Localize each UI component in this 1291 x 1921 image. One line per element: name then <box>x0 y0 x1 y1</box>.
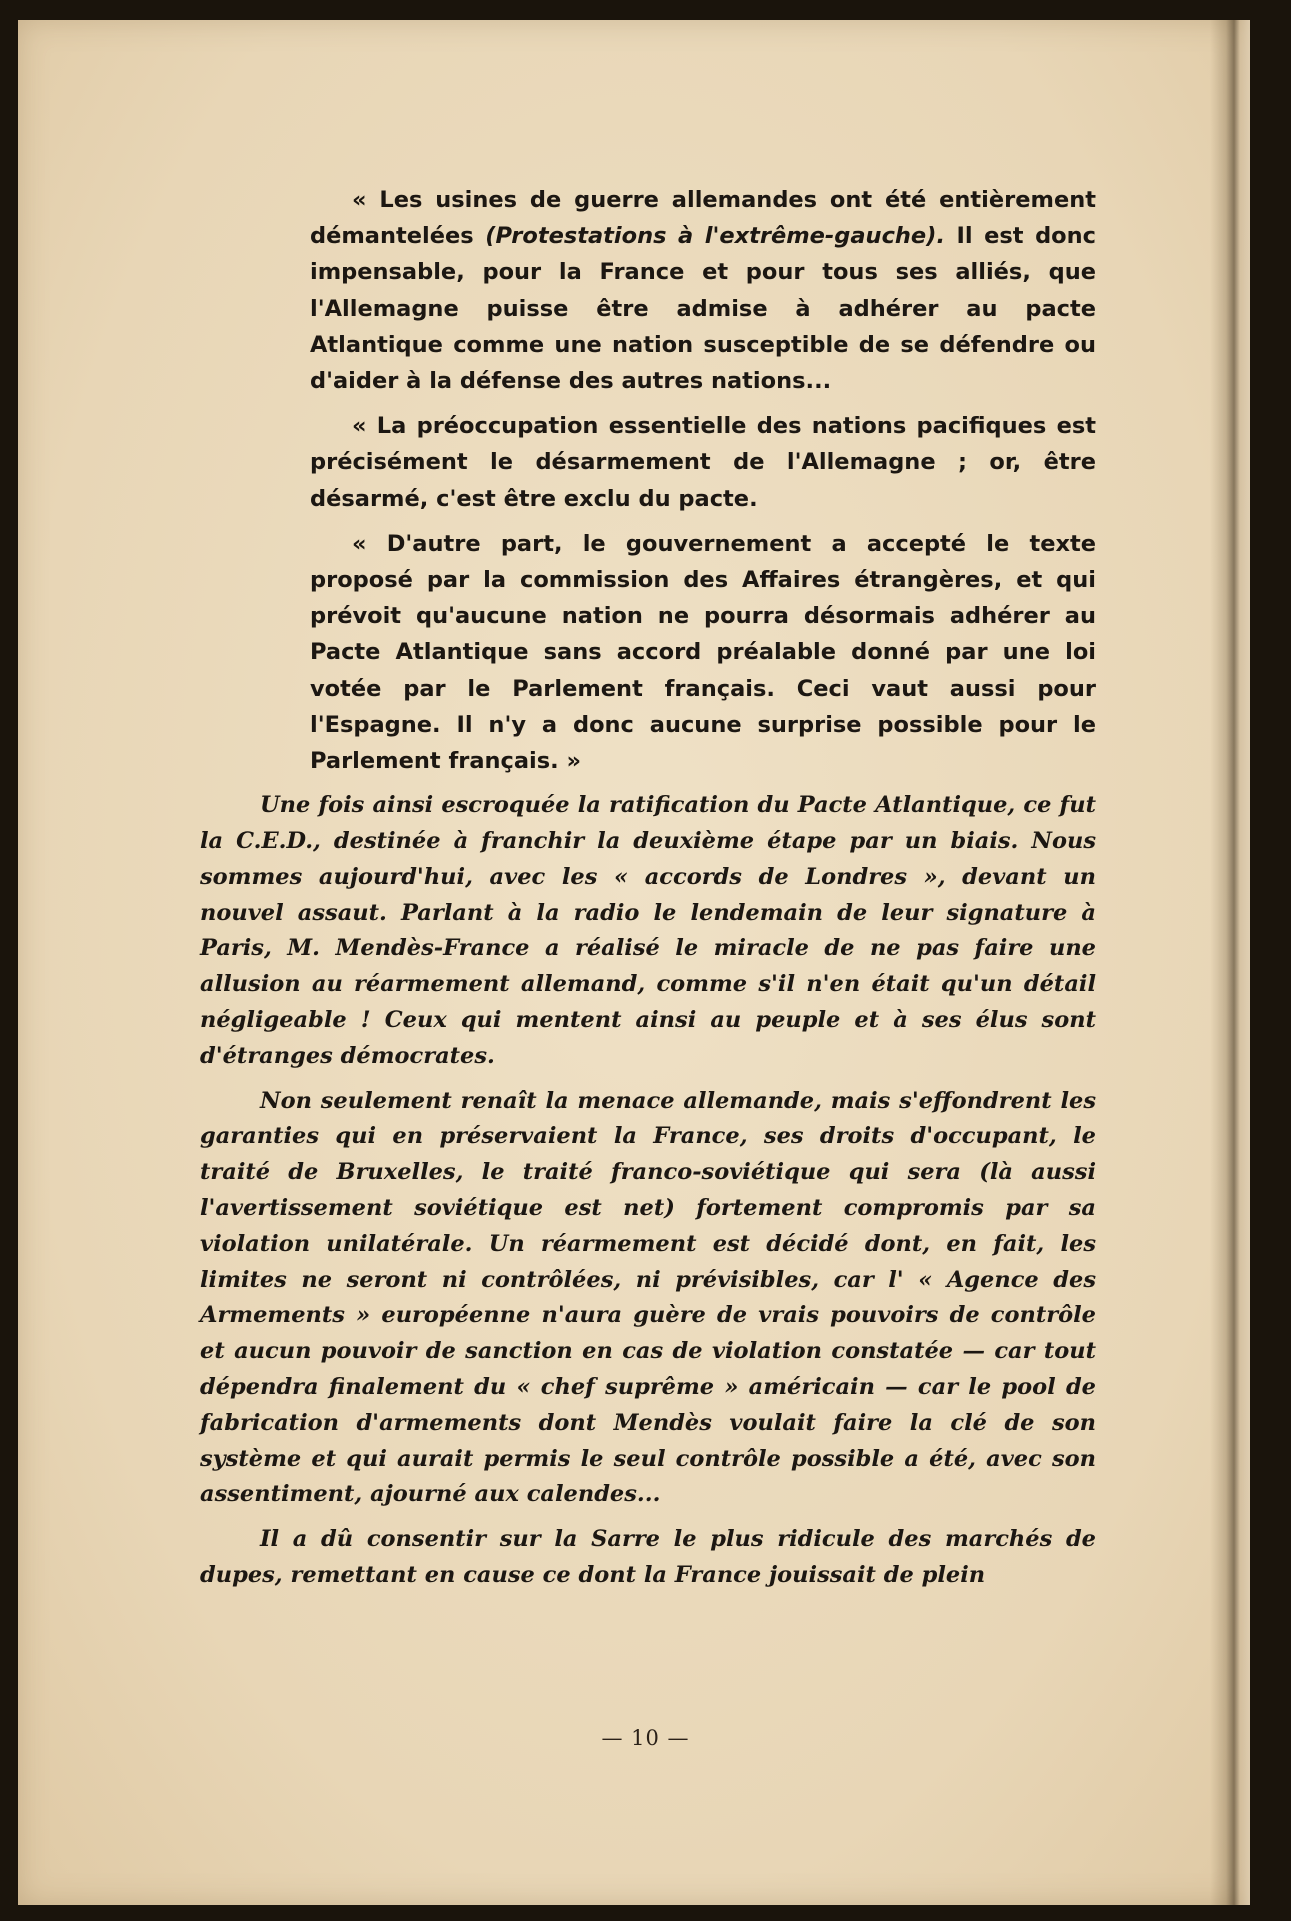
quote-1-before: « Les usines de guerre allemandes ont été entièrement démantelées <box>310 187 1096 250</box>
body-paragraph-3: Il a dû consentir sur la Sarre le plus ridicule des marchés de dupes, remettant en cause ce dont la France jouissait de plein <box>200 1526 1096 1588</box>
body-paragraph-1: Une fois ainsi escroquée la ratification du Pacte Atlantique, ce fut la C.E.D., destinée à franchir la deuxième étape par un biais. Nous sommes aujourd'hui, avec les « accords de Londres », devant un nouvel assaut. Parlant à la radio le lendemain de leur signature à Paris, M. Mendès-France a réalisé le miracle de ne pas faire une allusion au réarmement allemand, comme s'il n'en était qu'un détail négligeable ! Ceux qui mentent ainsi au peuple et à ses élus sont d'étranges démocrates. <box>200 792 1096 1069</box>
quote-paragraph-2: « La préoccupation essentielle des nations pacifiques est précisément le désarmement de l'Allemagne ; or, être désarmé, c'est être exclu du pacte. <box>310 413 1096 512</box>
page-gutter <box>1210 20 1250 1905</box>
quote-paragraph-1 <box>200 182 1096 399</box>
page-number: — 10 — <box>601 1726 690 1750</box>
quote-1-emphasis: (Protestations à l'extrême-gauche). <box>485 223 946 250</box>
body-paragraph-2: Non seulement renaît la menace allemande, mais s'effondrent les garanties qui en préservaient la France, ses droits d'occupant, le traité de Bruxelles, le traité franco-soviétique qui sera (là aussi l'avertissement soviétique est net) fortement compromis par sa violation unilatérale. Un réarmement est décidé dont, en fait, les limites ne seront ni contrôlées, ni prévisibles, car l' « Agence des Armements » européenne n'aura guère de vrais pouvoirs de contrôle et aucun pouvoir de sanction en cas de violation constatée — car tout dépendra finalement du « chef suprême » américain — car le pool de fabrication d'armements dont Mendès voulait faire la clé de son système et qui aurait permis le seul contrôle possible a été, avec son assentiment, ajourné aux calendes... <box>200 1087 1096 1508</box>
quote-1-after: Il est donc impensable, pour la France et pour tous ses alliés, que l'Allemagne puisse être admise à adhérer au pacte Atlantique comme une nation susceptible de se défendre ou d'aider à la défense des autres nations... <box>310 223 1096 395</box>
page-text <box>200 182 1096 1603</box>
quote-paragraph-3: « D'autre part, le gouvernement a accepté le texte proposé par la commission des Affaires étrangères, et qui prévoit qu'aucune nation ne pourra désormais adhérer au Pacte Atlantique sans accord préalable donné par une loi votée par le Parlement français. Ceci vaut aussi pour l'Espagne. Il n'y a donc aucune surprise possible pour le Parlement français. » <box>310 530 1096 775</box>
